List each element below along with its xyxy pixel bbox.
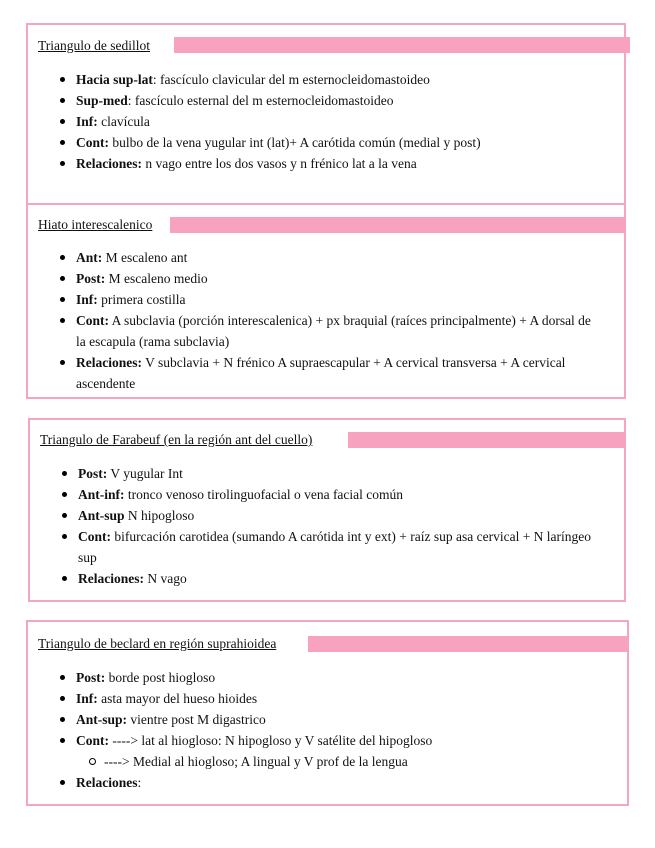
section-farabeuf [28, 418, 626, 602]
list-item: Cont: bifurcación carotidea (sumando A carótida int y ext) + raíz sup asa cervical + N laríngeo sup [30, 526, 624, 568]
list-item: Cont: A subclavia (porción interescalenica) + px braquial (raíces principalmente) + A dorsal de la escapula (rama subclavia) [28, 310, 624, 352]
sub-list-item: ----> Medial al hiogloso; A lingual y V prof de la lengua [28, 751, 452, 772]
section-title: Triangulo de Farabeuf (en la región ant del cuello) [40, 432, 313, 447]
item-list [30, 463, 624, 589]
list-item: Cont: ----> lat al hiogloso: N hipogloso y V satélite del hipogloso [28, 730, 452, 751]
list-item: Cont: bulbo de la vena yugular int (lat)+ A carótida común (medial y post) [28, 132, 501, 153]
list-item: Post: borde post hiogloso [28, 667, 452, 688]
section-title: Triangulo de sedillot [38, 38, 151, 53]
list-item: Inf: asta mayor del hueso hioides [28, 688, 452, 709]
list-item: Sup-med: fascículo esternal del m esternocleidomastoideo [28, 90, 501, 111]
item-list [28, 69, 501, 174]
list-item: Relaciones: [28, 772, 452, 793]
list-item: Ant-sup N hipogloso [30, 505, 624, 526]
title-highlight-bar [174, 37, 630, 53]
list-item: Post: M escaleno medio [28, 268, 624, 289]
section-title: Hiato interescalenico [38, 217, 153, 232]
list-item: Relaciones: N vago [30, 568, 624, 589]
item-list [28, 247, 624, 394]
section-hiato-interescalenico [26, 203, 626, 399]
list-item: Ant-inf: tronco venoso tirolinguofacial o vena facial común [30, 484, 624, 505]
section-sedillot [26, 23, 626, 205]
list-item: Relaciones: n vago entre los dos vasos y n frénico lat a la vena [28, 153, 501, 174]
list-item: Ant-sup: vientre post M digastrico [28, 709, 452, 730]
title-highlight-bar [348, 432, 626, 448]
list-item: Inf: clavícula [28, 111, 501, 132]
list-item: Hacia sup-lat: fascículo clavicular del m esternocleidomastoideo [28, 69, 501, 90]
title-highlight-bar [170, 217, 626, 233]
list-item: Ant: M escaleno ant [28, 247, 624, 268]
title-highlight-bar [308, 636, 627, 652]
section-beclard [26, 620, 629, 806]
section-title: Triangulo de beclard en región suprahioidea [38, 636, 277, 651]
list-item: Relaciones: V subclavia + N frénico A supraescapular + A cervical transversa + A cervical ascendente [28, 352, 624, 394]
list-item: Inf: primera costilla [28, 289, 624, 310]
item-list [28, 667, 452, 793]
list-item: Post: V yugular Int [30, 463, 624, 484]
